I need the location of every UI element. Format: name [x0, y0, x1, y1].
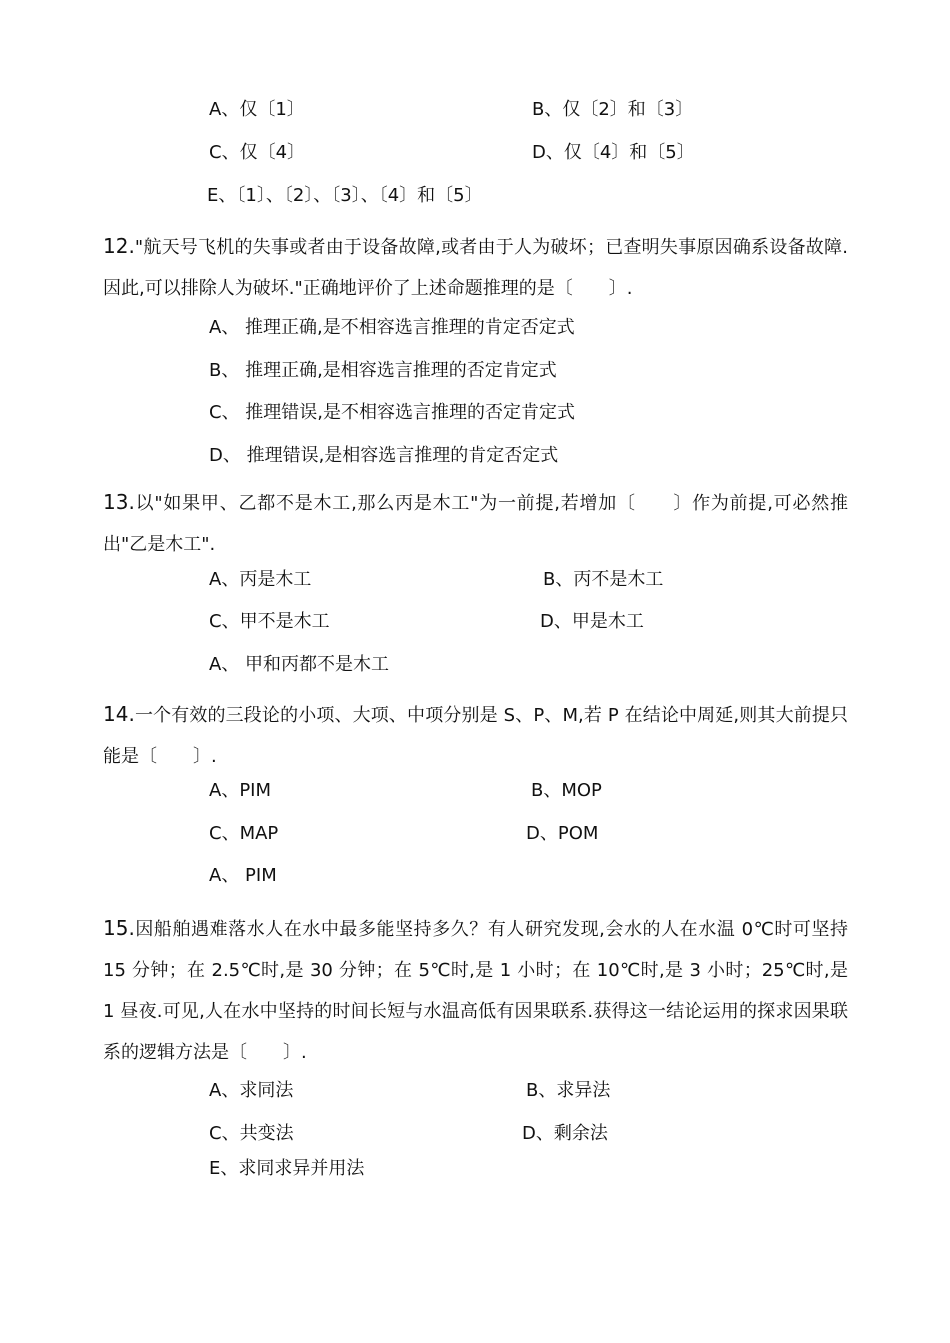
question-text: 以"如果甲、乙都不是木工,那么丙是木工"为一前提,若增加〔 〕作为前提,可必然推出"乙是木工". [103, 493, 848, 555]
question-text: "航天号飞机的失事或者由于设备故障,或者由于人为破坏；已查明失事原因确系设备故障.因此,可以排除人为破坏."正确地评价了上述命题推理的是〔 〕. [103, 237, 848, 299]
q14-option-c: C、MAP [209, 823, 279, 844]
question-number: 14. [103, 702, 135, 726]
question-number: 13. [103, 490, 135, 514]
q12-option-a: A、 推理正确,是不相容选言推理的肯定否定式 [209, 317, 575, 338]
q11-option-b: B、仅〔2〕和〔3〕 [532, 99, 694, 120]
q13-option-b: B、丙不是木工 [543, 569, 664, 590]
q14-option-b: B、MOP [531, 780, 602, 801]
q15-option-d: D、剩余法 [522, 1123, 608, 1144]
q14-option-d: D、POM [526, 823, 599, 844]
q13-option-a: A、丙是木工 [209, 569, 312, 590]
q13-option-e: A、 甲和丙都不是木工 [209, 654, 390, 675]
q12-option-c: C、 推理错误,是不相容选言推理的否定肯定式 [209, 402, 576, 423]
q12-option-b: B、 推理正确,是相容选言推理的否定肯定式 [209, 360, 557, 381]
question-number: 12. [103, 234, 135, 258]
q15-option-c: C、共变法 [209, 1123, 294, 1144]
question-12 [103, 226, 848, 309]
question-15 [103, 908, 848, 1073]
question-number: 15. [103, 916, 135, 940]
q13-option-d: D、甲是木工 [540, 611, 644, 632]
q11-option-d: D、仅〔4〕和〔5〕 [532, 142, 695, 163]
q13-option-c: C、甲不是木工 [209, 611, 330, 632]
q11-option-c: C、仅〔4〕 [209, 142, 306, 163]
q11-option-a: A、仅〔1〕 [209, 99, 305, 120]
question-13 [103, 482, 848, 565]
q14-option-a: A、PIM [209, 780, 272, 801]
q15-option-e: E、求同求异并用法 [209, 1158, 365, 1179]
q14-option-e: A、 PIM [209, 865, 277, 886]
q15-option-a: A、求同法 [209, 1080, 294, 1101]
question-text: 因船舶遇难落水人在水中最多能坚持多久？有人研究发现,会水的人在水温 0℃时可坚持 15 分钟；在 2.5℃时,是 30 分钟；在 5℃时,是 1 小时；在 10℃时,是 3 小时；25℃时,是 1 昼夜.可见,人在水中坚持的时间长短与水温高低有因果联系.获得这一结论运用的探求因果联系的逻辑方法是〔 〕. [103, 919, 848, 1063]
q15-option-b: B、求异法 [526, 1080, 611, 1101]
q12-option-d: D、 推理错误,是相容选言推理的肯定否定式 [209, 445, 559, 466]
q11-option-e: E、〔1〕、〔2〕、〔3〕、〔4〕和〔5〕 [207, 185, 483, 206]
question-14 [103, 694, 848, 777]
question-text: 一个有效的三段论的小项、大项、中项分别是 S、P、M,若 P 在结论中周延,则其大前提只能是〔 〕. [103, 705, 848, 767]
